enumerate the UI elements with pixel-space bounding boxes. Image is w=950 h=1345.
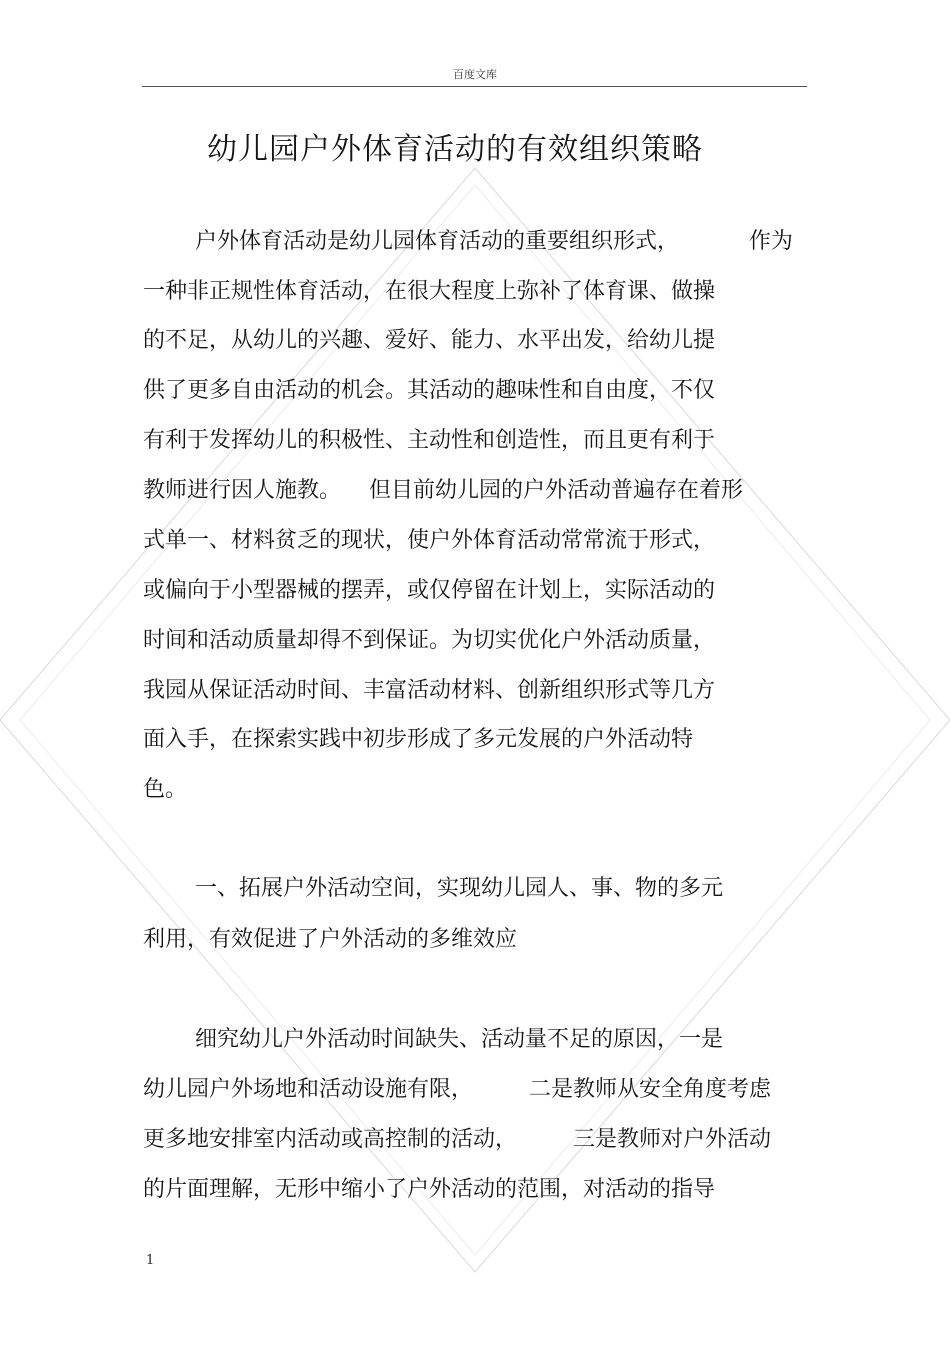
paragraph-line: 或偏向于小型器械的摆弄，或仅停留在计划上，实际活动的 xyxy=(143,578,716,603)
page-number: 1 xyxy=(146,1253,155,1268)
paragraph-line: 的片面理解，无形中缩小了户外活动的范围，对活动的指导 xyxy=(143,1177,716,1202)
paragraph-line: 色。 xyxy=(143,777,188,802)
document-title: 幼儿园户外体育活动的有效组织策略 xyxy=(207,132,703,167)
paragraph-line: 更多地安排室内活动或高控制的活动， 三是教师对户外活动 xyxy=(143,1127,771,1152)
header-text: 百度文库 xyxy=(453,68,497,81)
heading-line: 利用，有效促进了户外活动的多维效应 xyxy=(143,927,518,952)
paragraph-line: 一种非正规性体育活动，在很大程度上弥补了体育课、做操 xyxy=(143,279,716,304)
paragraph-line: 教师进行因人施教。 但目前幼儿园的户外活动普遍存在着形 xyxy=(143,478,743,503)
paragraph-line: 有利于发挥幼儿的积极性、主动性和创造性，而且更有利于 xyxy=(143,428,716,453)
heading-line: 一、拓展户外活动空间，实现幼儿园人、事、物的多元 xyxy=(195,876,724,901)
paragraph-line: 式单一、材料贫乏的现状，使户外体育活动常常流于形式， xyxy=(143,528,716,553)
paragraph-line: 供了更多自由活动的机会。其活动的趣味性和自由度，不仅 xyxy=(143,378,716,403)
paragraph-line: 细究幼儿户外活动时间缺失、活动量不足的原因，一是 xyxy=(195,1027,724,1052)
paragraph-line: 的不足，从幼儿的兴趣、爱好、能力、水平出发，给幼儿提 xyxy=(143,328,716,353)
paragraph-line: 我园从保证活动时间、丰富活动材料、创新组织形式等几方 xyxy=(143,678,716,703)
paragraph-line: 幼儿园户外场地和活动设施有限， 二是教师从安全角度考虑 xyxy=(143,1077,771,1102)
header-divider xyxy=(142,86,807,87)
paragraph-line: 面入手，在探索实践中初步形成了多元发展的户外活动特 xyxy=(143,727,694,752)
paragraph-line: 户外体育活动是幼儿园体育活动的重要组织形式， 作为 xyxy=(195,229,793,254)
paragraph-line: 时间和活动质量却得不到保证。为切实优化户外活动质量， xyxy=(143,628,716,653)
